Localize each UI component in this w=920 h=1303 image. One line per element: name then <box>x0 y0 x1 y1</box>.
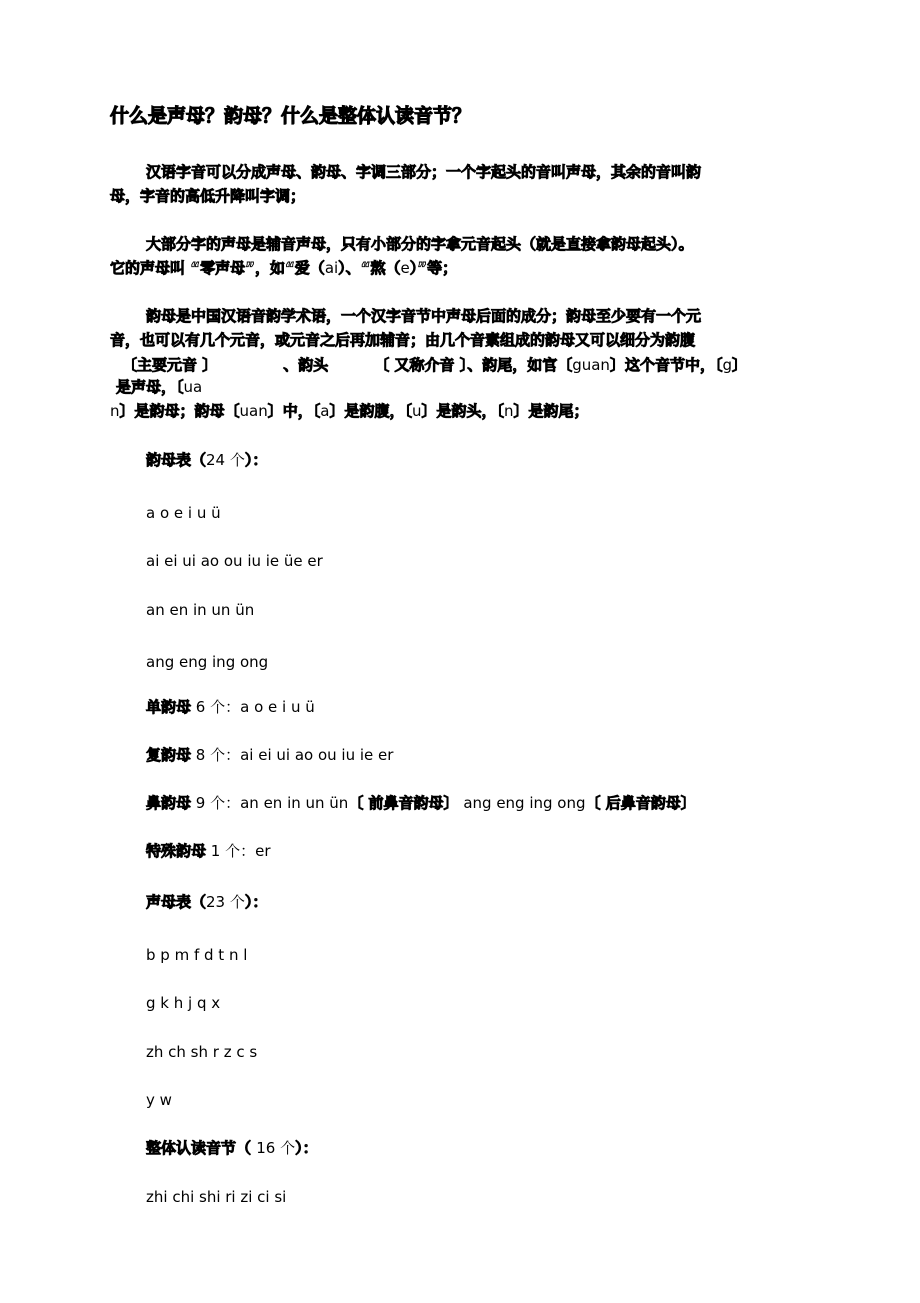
page-title: 什么是声母？韵母？什么是整体认读音节？ <box>110 105 472 127</box>
paragraph-2-line-1: 大部分字的声母是辅音声母，只有小部分的字拿元音起头（就是直接拿韵母起头）。 <box>146 235 694 253</box>
count-span: 16 个 <box>256 1139 296 1157</box>
text-span: ）： <box>244 451 268 469</box>
pinyin-span: g <box>722 356 732 374</box>
count-span: 24 个 <box>206 451 245 469</box>
text-span: 特殊韵母 <box>146 842 207 860</box>
text-span: ）： <box>244 893 268 911</box>
items-span: ai ei ui ao ou iu ie er <box>240 746 394 764</box>
count-span: 1 个： <box>206 842 256 860</box>
count-span: 23 个 <box>206 893 245 911</box>
text-span: 〕 <box>731 356 747 374</box>
text-span: 韵母表（ <box>146 451 207 469</box>
compound-finals-line <box>146 745 393 765</box>
count-span: 9 个： <box>191 794 241 812</box>
paragraph-1-line-2: 母，字音的高低升降叫字调； <box>110 187 306 205</box>
text-span: 〔主要元音 〕 <box>122 356 218 374</box>
pinyin-span: guan <box>572 356 610 374</box>
text-span: 声母表（ <box>146 893 207 911</box>
pinyin-span: n <box>110 402 120 420</box>
paragraph-3-line-1: 韵母是中国汉语音韵学术语，一个汉字音节中声母后面的成分；韵母至少要有一个元 <box>146 307 702 325</box>
text-span: 〔 又称介音 〕、韵尾，如官〔 <box>374 356 573 374</box>
finals-heading <box>146 450 267 470</box>
nasal-finals-line <box>146 793 696 813</box>
text-span: ）： <box>295 1139 318 1157</box>
text-span: ）、“熬（ <box>338 259 401 277</box>
paragraph-3-line-5 <box>110 401 589 421</box>
text-span: 是声母，〔 <box>116 378 184 396</box>
initials-row-1: b p m f d t n l <box>146 946 248 964</box>
text-span: 〕是韵母；韵母〔 <box>119 402 240 420</box>
whole-syllables-row: zhi chi shi ri zi ci si <box>146 1188 287 1206</box>
initials-heading <box>146 892 267 912</box>
note-span: 〔 后鼻音韵母〕 <box>585 794 696 812</box>
initials-row-2: g k h j q x <box>146 994 221 1012</box>
finals-row-1: a o e i u ü <box>146 504 221 522</box>
text-span: ）”等； <box>409 259 458 277</box>
items-span: ang eng ing ong <box>458 794 586 812</box>
paragraph-3-line-3 <box>122 355 747 375</box>
items-span: er <box>255 842 271 860</box>
text-span: 复韵母 <box>146 746 192 764</box>
pinyin-span: uan <box>239 402 268 420</box>
finals-row-4: ang eng ing ong <box>146 653 269 671</box>
paragraph-2-line-2 <box>110 258 457 278</box>
pinyin-span: u <box>411 402 422 420</box>
text-span: 整体认读音节（ <box>146 1139 257 1157</box>
pinyin-span: n <box>504 402 514 420</box>
pinyin-span: a <box>320 402 330 420</box>
paragraph-3-line-4 <box>116 377 202 397</box>
whole-syllables-heading <box>146 1138 318 1158</box>
paragraph-3-line-2: 音，也可以有几个元音，或元音之后再加辅音；由几个音素组成的韵母又可以细分为韵腹 <box>110 331 696 349</box>
text-span: 〕是韵头，〔 <box>421 402 505 420</box>
finals-row-3: an en in un ün <box>146 601 255 619</box>
text-span: 它的声母叫 “零声母”，如“爱（ <box>110 259 325 277</box>
count-span: 8 个： <box>191 746 241 764</box>
pinyin-span: ai <box>324 259 339 277</box>
count-span: 6 个： <box>191 698 241 716</box>
text-span: 〕是韵尾； <box>513 402 589 420</box>
pinyin-span: e <box>400 259 410 277</box>
initials-row-3: zh ch sh r z c s <box>146 1043 258 1061</box>
single-finals-line <box>146 697 315 717</box>
finals-row-2: ai ei ui ao ou iu ie üe er <box>146 552 323 570</box>
pinyin-span: ua <box>183 378 203 396</box>
items-span: an en in un ün <box>240 794 349 812</box>
text-span: 〕这个音节中，〔 <box>609 356 723 374</box>
initials-row-4: y w <box>146 1091 172 1109</box>
items-span: a o e i u ü <box>240 698 315 716</box>
text-span: 〕中，〔 <box>267 402 321 420</box>
text-span: 单韵母 <box>146 698 192 716</box>
note-span: 〔 前鼻音韵母〕 <box>348 794 459 812</box>
special-finals-line <box>146 841 271 861</box>
text-span: 鼻韵母 <box>146 794 192 812</box>
text-span: 、韵头 <box>283 356 329 374</box>
text-span: 〕是韵腹，〔 <box>329 402 412 420</box>
paragraph-1-line-1: 汉语字音可以分成声母、韵母、字调三部分；一个字起头的音叫声母，其余的音叫韵 <box>146 163 702 181</box>
